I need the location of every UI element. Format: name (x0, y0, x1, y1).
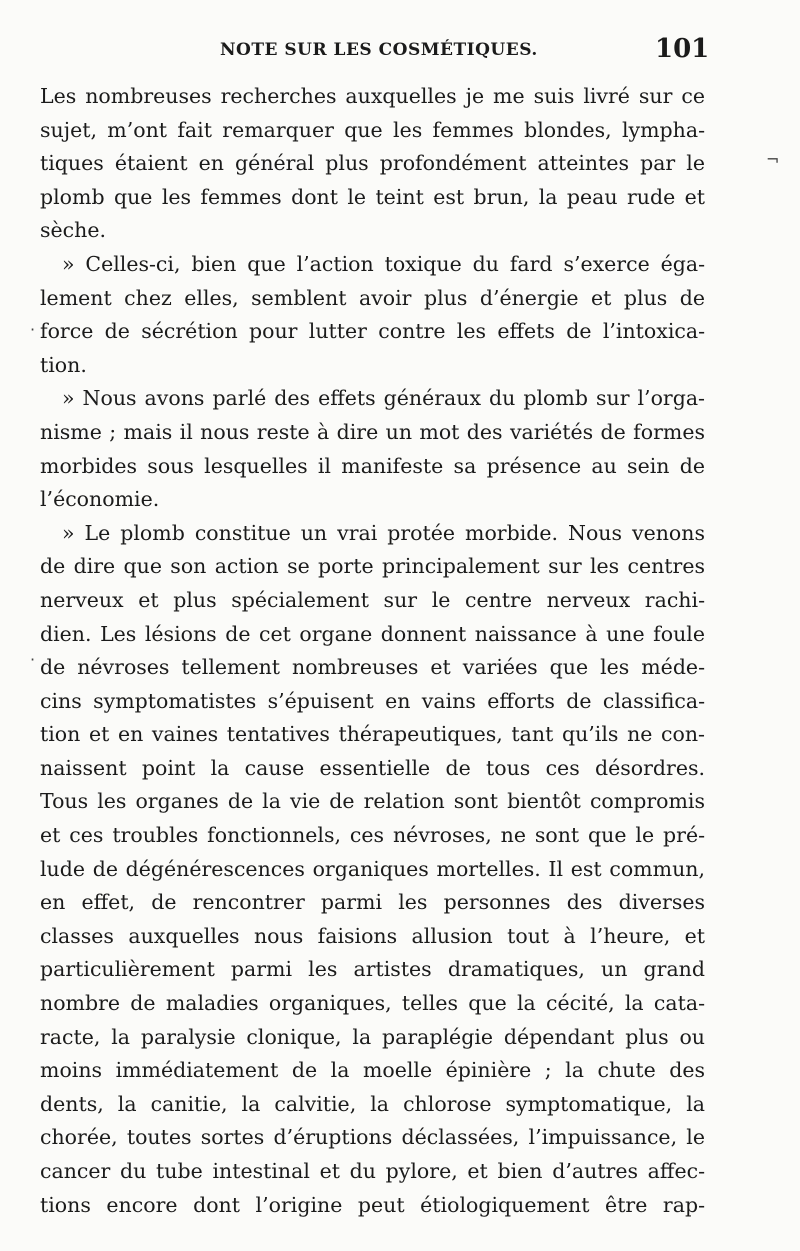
text-line: nerveux et plus spécialement sur le centre nerveux rachi- (40, 587, 705, 612)
text-line: de dire que son action se porte principalement sur les centres (40, 554, 705, 579)
text-line: cins symptomatistes s’épuisent en vains efforts de classifica- (40, 688, 705, 713)
text-line: et ces troubles fonctionnels, ces névroses, ne sont que le pré- (40, 823, 705, 848)
text-line: tion et en vaines tentatives thérapeutiques, tant qu’ils ne con- (40, 722, 705, 747)
text-line: cancer du tube intestinal et du pylore, et bien d’autres affec- (40, 1159, 705, 1183)
text-line: de névroses tellement nombreuses et variées que les méde- (40, 655, 705, 680)
text-line: » Celles-ci, bien que l’action toxique du fard s’exerce éga- (62, 251, 705, 276)
running-head (0, 36, 800, 76)
text-line: dents, la canitie, la calvitie, la chlorose symptomatique, la (40, 1091, 705, 1116)
text-line: nombre de maladies organiques, telles que la cécité, la cata- (40, 991, 705, 1016)
text-line: naissent point la cause essentielle de tous ces désordres. (40, 755, 705, 780)
text-line: particulièrement parmi les artistes dramatiques, un grand (40, 957, 705, 982)
text-line: chorée, toutes sortes d’éruptions déclassées, l’impuissance, le (40, 1125, 705, 1150)
text-line: plomb que les femmes dont le teint est brun, la peau rude et (40, 184, 705, 209)
text-line: » Nous avons parlé des effets généraux du plomb sur l’orga- (62, 386, 705, 411)
text-line: nisme ; mais il nous reste à dire un mot des variétés de formes (40, 419, 705, 444)
margin-mark: · (30, 320, 36, 339)
page-number: 101 (655, 34, 710, 64)
text-line: sujet, m’ont fait remarquer que les femmes blondes, lympha- (40, 117, 705, 142)
text-line: moins immédiatement de la moelle épinière ; la chute des (40, 1058, 705, 1083)
text-line: tion. (40, 352, 87, 377)
text-line: tions encore dont l’origine peut étiologiquement être rap- (40, 1192, 705, 1217)
text-line: classes auxquelles nous faisions allusion tout à l’heure, et (40, 923, 705, 948)
running-title: NOTE SUR LES COSMÉTIQUES. (220, 40, 538, 60)
text-line: en effet, de rencontrer parmi les personnes des diverses (40, 890, 705, 915)
text-line: force de sécrétion pour lutter contre les effets de l’intoxica- (40, 319, 705, 344)
text-line: dien. Les lésions de cet organe donnent naissance à une foule (40, 621, 705, 646)
text-line: morbides sous lesquelles il manifeste sa présence au sein de (40, 453, 705, 478)
body-text (40, 80, 705, 1220)
text-line: lement chez elles, semblent avoir plus d’énergie et plus de (40, 285, 705, 310)
margin-mark: ¬ (766, 150, 780, 169)
text-line: » Le plomb constitue un vrai protée morbide. Nous venons (62, 520, 705, 545)
text-line: Les nombreuses recherches auxquelles je me suis livré sur ce (40, 84, 705, 108)
text-line: tiques étaient en général plus profondément atteintes par le (40, 151, 705, 176)
text-line: lude de dégénérescences organiques mortelles. Il est commun, (40, 856, 705, 881)
margin-mark: · (30, 650, 36, 669)
text-line: l’économie. (40, 487, 160, 512)
text-line: racte, la paralysie clonique, la paraplégie dépendant plus ou (40, 1024, 705, 1049)
text-line: sèche. (40, 218, 106, 243)
text-line: Tous les organes de la vie de relation sont bientôt compromis (40, 789, 705, 814)
